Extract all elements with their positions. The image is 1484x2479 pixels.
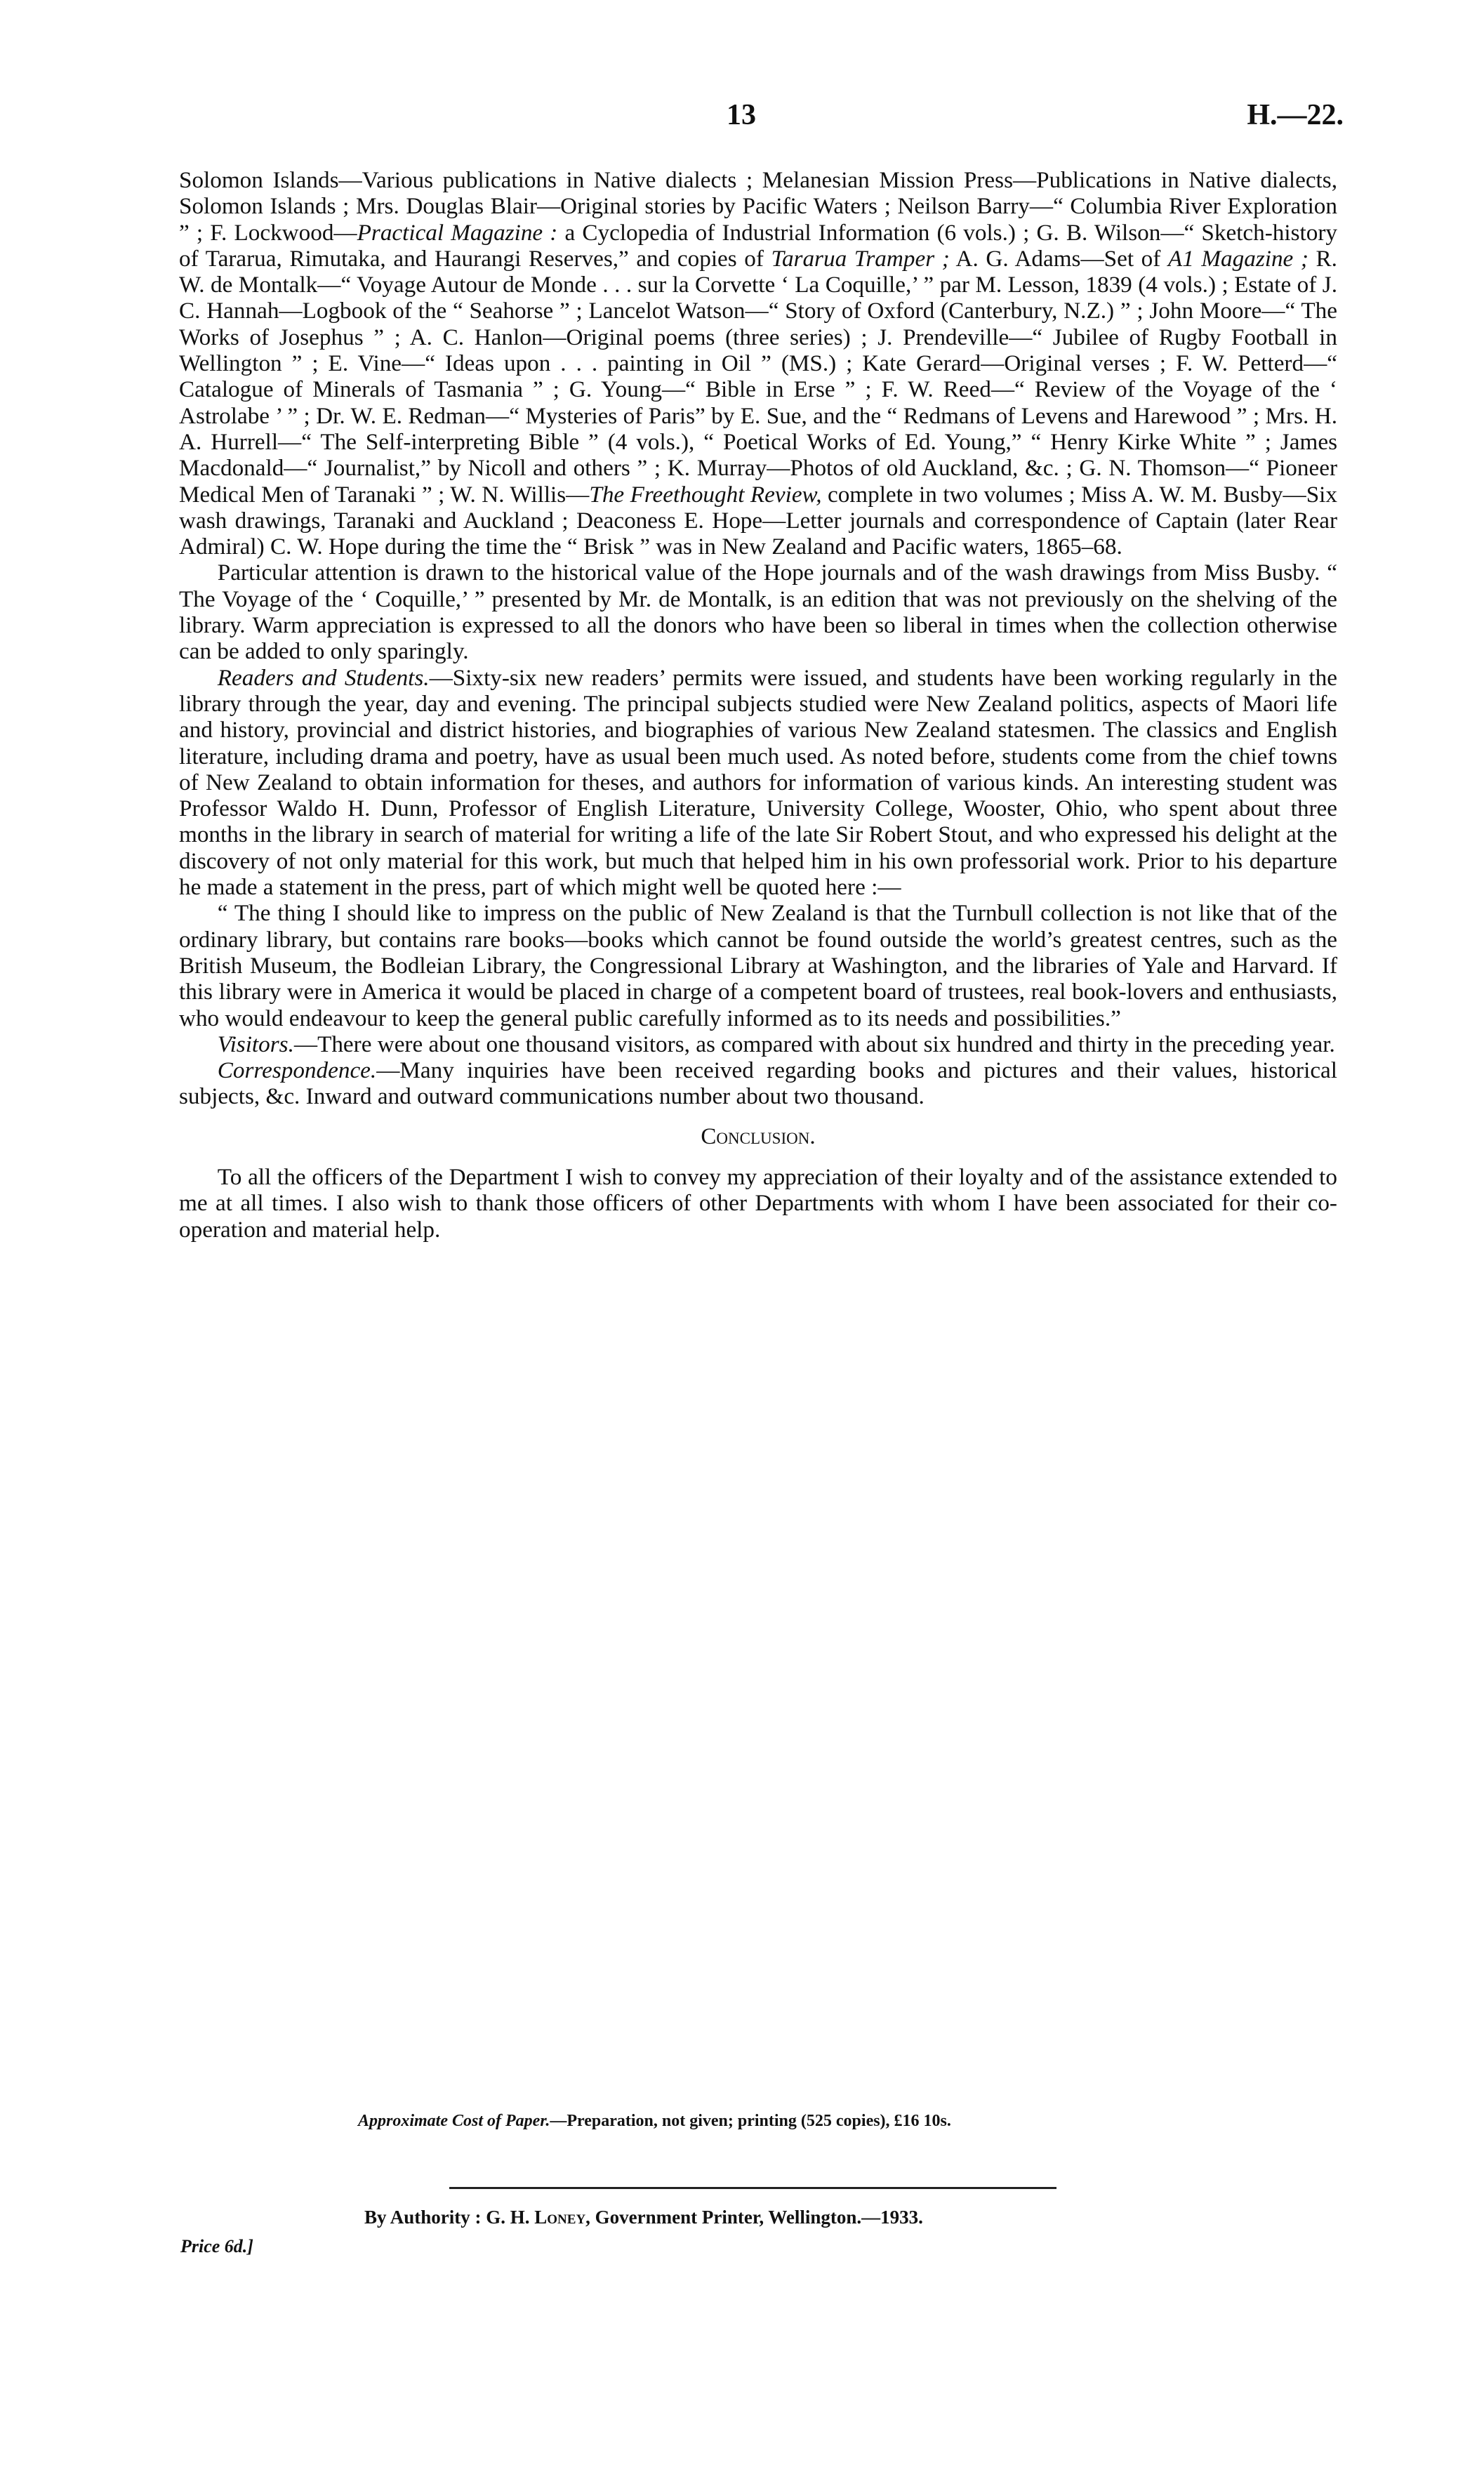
printer-name: Loney [534, 2207, 586, 2228]
cost-label: Approximate Cost of Paper. [358, 2112, 550, 2130]
italic-title: Tararua Tramper ; [771, 245, 950, 272]
cost-footnote [358, 2112, 951, 2131]
correspondence-paragraph [179, 1057, 1337, 1110]
quotation-paragraph: “ The thing I should like to impress on the public of New Zealand is that the Turnbull collection is not like that of the ordinary library, but contains rare books—books which cannot be found outside the world’s greatest centres, such as the British Museum, the Bodleian Library, the Congressional Library at Washington, and the libraries of Yale and Harvard. If this library were in America it would be placed in charge of a competent board of trustees, real book-lovers and enthusiasts, who would endeavour to keep the general public carefully informed as to its needs and possibilities.” [179, 900, 1337, 1031]
section-lead: Correspondence. [217, 1057, 377, 1084]
authority-line [364, 2207, 923, 2228]
authority-prefix: By Authority : G. H. [364, 2207, 535, 2228]
text-run: A. G. Adams—Set of [949, 245, 1168, 272]
section-lead: Readers and Students. [217, 664, 430, 691]
body-text [179, 167, 1337, 1243]
cost-text: —Preparation, not given; printing (525 copies), £16 10s. [550, 2112, 951, 2130]
visitors-paragraph [179, 1031, 1337, 1057]
italic-title: Practical Magazine : [357, 219, 558, 246]
page-number: 13 [727, 99, 756, 131]
text-run: R. W. de Montalk—“ Voyage Autour de Monde . . . sur la Corvette ‘ La Coquille,’ ” par M. Lesson, 1839 (4 vols.) ; Estate of J. C. Hannah—Logbook of the “ Seahorse ” ; Lancelot Watson—“ Story of Oxford (Canterbury, N.Z.) ” ; John Moore—“ The Works of Josephus ” ; A. C. Hanlon—Original poems (three series) ; J. Prendeville—“ Jubilee of Rugby Football in Wellington ” ; E. Vine—“ Ideas upon . . . painting in Oil ” (MS.) ; Kate Gerard—Original verses ; F. W. Petterd—“ Catalogue of Minerals of Tasmania ” ; G. Young—“ Bible in Erse ” ; F. W. Reed—“ Review of the Voyage of the ‘ Astrolabe ’ ” ; Dr. W. E. Redman—“ Mysteries of Paris” by E. Sue, and the “ Redmans of Levens and Harewood ” ; Mrs. H. A. Hurrell—“ The Self-interpreting Bible ” (4 vols.), “ Poetical Works of Ed. Young,” “ Henry Kirke White ” ; James Macdonald—“ Journalist,” by Nicoll and others ” ; K. Murray—Photos of old Auckland, &c. ; G. N. Thomson—“ Pioneer Medical Men of Taranaki ” ; W. N. Willis— [179, 245, 1337, 508]
text-run: —Many inquiries have been received regarding books and pictures and their values, historical subjects, &c. Inward and outward communications number about two thousand. [179, 1057, 1337, 1110]
attention-paragraph: Particular attention is drawn to the historical value of the Hope journals and of the wash drawings from Miss Busby. “ The Voyage of the ‘ Coquille,’ ” presented by Mr. de Montalk, is an edition that was not previously on the shelving of the library. Warm appreciation is expressed to all the donors who have been so liberal in times when the collection otherwise can be added to only sparingly. [179, 560, 1337, 665]
conclusion-paragraph: To all the officers of the Department I wish to convey my appreciation of their loyalty and of the assistance extended to me at all times. I also wish to thank those officers of other Departments with whom I have been associated for their co-operation and material help. [179, 1163, 1337, 1243]
text-run: complete in two volumes ; Miss A. W. M. Busby—Six wash drawings, Taranaki and Auckland ; Deaconess E. Hope—Letter journals and correspondence of Captain (later Rear Admiral) C. W. Hope during the time the “ Brisk ” was in New Zealand and Pacific waters, 1865–68. [179, 481, 1337, 560]
text-run: Solomon Islands—Various publications in Native dialects ; Melanesian Mission Press—Publications in Native dialects, Solomon Islands ; Mrs. Douglas Blair—Original stories by Pacific Waters ; Neilson Barry—“ Columbia River Exploration ” ; F. Lockwood— [179, 167, 1337, 246]
price-text: Price 6d.] [180, 2236, 253, 2256]
text-run: —There were about one thousand visitors, as compared with about six hundred and thirty in the preceding year. [293, 1031, 1335, 1057]
conclusion-heading: Conclusion. [701, 1123, 816, 1149]
authority-suffix: , Government Printer, Wellington.—1933. [585, 2207, 923, 2228]
italic-title: The Freethought Review, [589, 481, 822, 508]
readers-paragraph [179, 665, 1337, 901]
text-run: a Cyclopedia of Industrial Information (6 vols.) ; G. B. Wilson—“ Sketch-history of Tararua, Rimutaka, and Haurangi Reserves,” and copies of [179, 219, 1337, 272]
footer-rule [449, 2187, 1056, 2189]
document-reference: H.—22. [1247, 99, 1344, 131]
text-run: —Sixty-six new readers’ permits were issued, and students have been working regularly in the library through the year, day and evening. The principal subjects studied were New Zealand politics, aspects of Maori life and history, provincial and district histories, and biographies of various New Zealand statesmen. The classics and English literature, including drama and poetry, have as usual been much used. As noted before, students come from the chief towns of New Zealand to obtain information for theses, and authors for information of various kinds. An interesting student was Professor Waldo H. Dunn, Professor of English Literature, University College, Wooster, Ohio, who spent about three months in the library in search of material for writing a life of the late Sir Robert Stout, and who expressed his delight at the discovery of not only material for this work, but much that helped him in his own professorial work. Prior to his departure he made a statement in the press, part of which might well be quoted here :— [179, 664, 1337, 901]
price-note [180, 2236, 253, 2257]
donors-paragraph [179, 167, 1337, 560]
italic-title: A1 Magazine ; [1167, 245, 1309, 272]
section-lead: Visitors. [217, 1031, 294, 1057]
